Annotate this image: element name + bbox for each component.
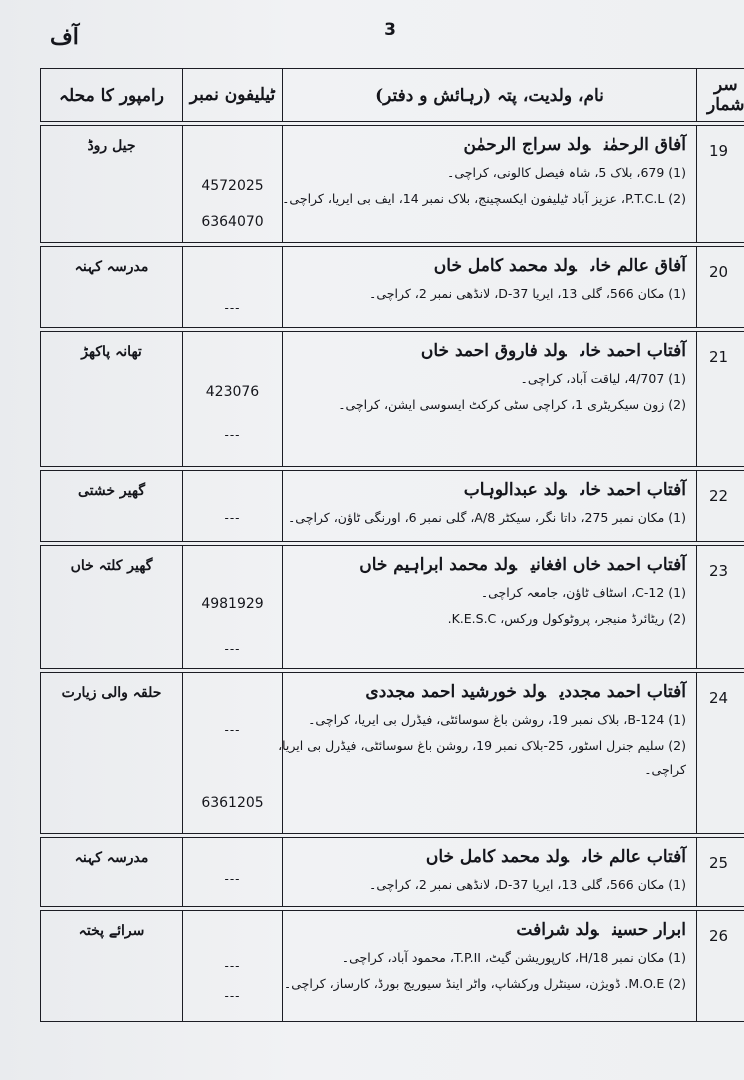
person-name: ابرار حسین <box>612 920 686 940</box>
father-name: ولد خورشید احمد مجددی <box>365 682 546 702</box>
father-name: ولد فاروق احمد خاں <box>420 341 567 361</box>
phone-number: 6361205 <box>201 795 264 811</box>
person-name: آفتاب عالم خاں <box>582 847 686 867</box>
address-line: (1) B-124، بلاک نمبر 19، روشن باغ سوسائٹی، فیڈرل بی ایریا، کراچی۔ <box>308 712 686 727</box>
table-header-row <box>41 69 744 122</box>
table-row <box>41 332 744 467</box>
entry-title <box>291 253 686 279</box>
person-name: آفتاب احمد مجددی <box>559 682 686 702</box>
phone-placeholder: --- <box>224 642 241 656</box>
father-name: ولد محمد ابراہیم خاں <box>359 555 517 575</box>
row-area: حلقہ والی زیارت <box>41 673 183 834</box>
address-line: (1) 679، بلاک 5، شاہ فیصل کالونی، کراچی۔ <box>447 165 686 180</box>
row-area: سرائے پختہ <box>41 911 183 1022</box>
person-name: آفاق الرحمٰن <box>604 135 686 155</box>
directory-table <box>40 68 744 1022</box>
entry-title <box>291 477 686 503</box>
entry-title <box>291 844 686 870</box>
phone-number: 423076 <box>205 384 260 400</box>
row-phone-cell <box>183 126 283 243</box>
address-line: (1) C-12، اسٹاف ٹاؤن، جامعہ کراچی۔ <box>480 585 686 600</box>
row-area: گھیر خشتی <box>41 471 183 542</box>
address-line: (2) M.O.E. ڈویژن، سینٹرل ورکشاپ، واٹر اینڈ سیوریج بورڈ، کارساز، کراچی۔ <box>283 976 686 991</box>
header-phone: ٹیلیفون نمبر <box>183 69 283 122</box>
address-line: (1) مکان نمبر H/18، کارپوریشن گیٹ، T.P.II، محمود آباد، کراچی۔ <box>341 950 686 965</box>
address-line: (2) P.T.C.L، عزیز آباد ٹیلیفون ایکسچینج، بلاک نمبر 14، ایف بی ایریا، کراچی۔ <box>282 191 686 206</box>
father-name: ولد سراج الرحمٰن <box>463 135 591 155</box>
row-area: گھیر کلتہ خاں <box>41 546 183 669</box>
row-name-cell <box>283 546 697 669</box>
row-area: جیل روڈ <box>41 126 183 243</box>
phone-placeholder: --- <box>224 959 241 973</box>
entry-title <box>291 132 686 158</box>
row-area: مدرسہ کہنہ <box>41 247 183 328</box>
person-name: آفتاب احمد خاں <box>580 480 686 500</box>
row-name-cell <box>283 247 697 328</box>
phone-placeholder: --- <box>224 301 241 315</box>
address-line: (1) مکان 566، گلی 13، ایریا D-37، لانڈھی نمبر 2، کراچی۔ <box>369 286 686 301</box>
row-serial: 22 <box>697 471 744 542</box>
row-name-cell <box>278 673 697 834</box>
person-name: آفاق عالم خاں <box>590 256 686 276</box>
table-row <box>41 838 744 907</box>
phone-placeholder: --- <box>224 872 241 886</box>
table-row <box>41 673 744 834</box>
row-phone-cell <box>183 911 283 1022</box>
entry-title <box>291 917 686 943</box>
table-row <box>41 247 744 328</box>
father-name: ولد شرافت <box>516 920 599 940</box>
row-serial: 23 <box>697 546 744 669</box>
entry-title <box>291 552 686 578</box>
header-area: رامپور کا محلہ <box>41 69 183 122</box>
row-phone-cell <box>183 673 283 834</box>
row-phone-cell <box>183 332 283 467</box>
phone-placeholder: --- <box>224 723 241 737</box>
row-phone-cell <box>183 838 283 907</box>
table-row <box>41 911 744 1022</box>
phone-number: 4572025 <box>201 178 264 194</box>
row-name-cell <box>283 838 697 907</box>
row-name-cell <box>283 126 697 243</box>
row-name-cell <box>283 332 697 467</box>
entry-title <box>291 679 686 705</box>
row-serial: 26 <box>697 911 744 1022</box>
phone-placeholder: --- <box>224 511 241 525</box>
header-name: نام، ولدیت، پتہ (رہائش و دفتر) <box>283 69 697 122</box>
row-phone-cell <box>183 546 283 669</box>
section-letter: آف <box>50 24 79 50</box>
father-name: ولد عبدالوہاب <box>463 480 567 500</box>
father-name: ولد محمد کامل خاں <box>425 847 569 867</box>
address-line: (1) مکان 566، گلی 13، ایریا D-37، لانڈھی نمبر 2، کراچی۔ <box>369 877 686 892</box>
person-name: آفتاب احمد خاں <box>580 341 686 361</box>
address-line: (2) سلیم جنرل اسٹور، 25-بلاک نمبر 19، روشن باغ سوسائٹی، فیڈرل بی ایریا، <box>278 738 686 753</box>
table-row <box>41 471 744 542</box>
phone-number: 4981929 <box>201 596 264 612</box>
row-serial: 19 <box>697 126 744 243</box>
page-number: 3 <box>384 20 396 40</box>
row-area: مدرسہ کہنہ <box>41 838 183 907</box>
address-line: (2) ریٹائرڈ منیجر، پروٹوکول ورکس، K.E.S.C. <box>447 611 686 626</box>
row-area: تھانہ پاکھڑ <box>41 332 183 467</box>
address-line: (2) زون سیکریٹری 1، کراچی سٹی کرکٹ ایسوسی ایشن، کراچی۔ <box>338 397 686 412</box>
address-line: کراچی۔ <box>644 762 686 777</box>
father-name: ولد محمد کامل خاں <box>433 256 577 276</box>
row-serial: 25 <box>697 838 744 907</box>
row-serial: 20 <box>697 247 744 328</box>
row-serial: 24 <box>697 673 744 834</box>
phone-number: 6364070 <box>201 214 264 230</box>
table-row <box>41 126 744 243</box>
row-phone-cell <box>183 247 283 328</box>
row-name-cell <box>283 471 697 542</box>
address-line: (1) مکان نمبر 275، داتا نگر، سیکٹر 8/A، گلی نمبر 6، اورنگی ٹاؤن، کراچی۔ <box>287 510 686 525</box>
entry-title <box>291 338 686 364</box>
row-serial: 21 <box>697 332 744 467</box>
header-serial: سر شمار <box>697 69 744 122</box>
address-line: (1) 4/707، لیاقت آباد، کراچی۔ <box>520 371 686 386</box>
row-phone-cell <box>183 471 283 542</box>
person-name: آفتاب احمد خاں افغانی <box>530 555 686 575</box>
phone-placeholder: --- <box>224 989 241 1003</box>
table-row <box>41 546 744 669</box>
row-name-cell <box>283 911 697 1022</box>
phone-placeholder: --- <box>224 428 241 442</box>
